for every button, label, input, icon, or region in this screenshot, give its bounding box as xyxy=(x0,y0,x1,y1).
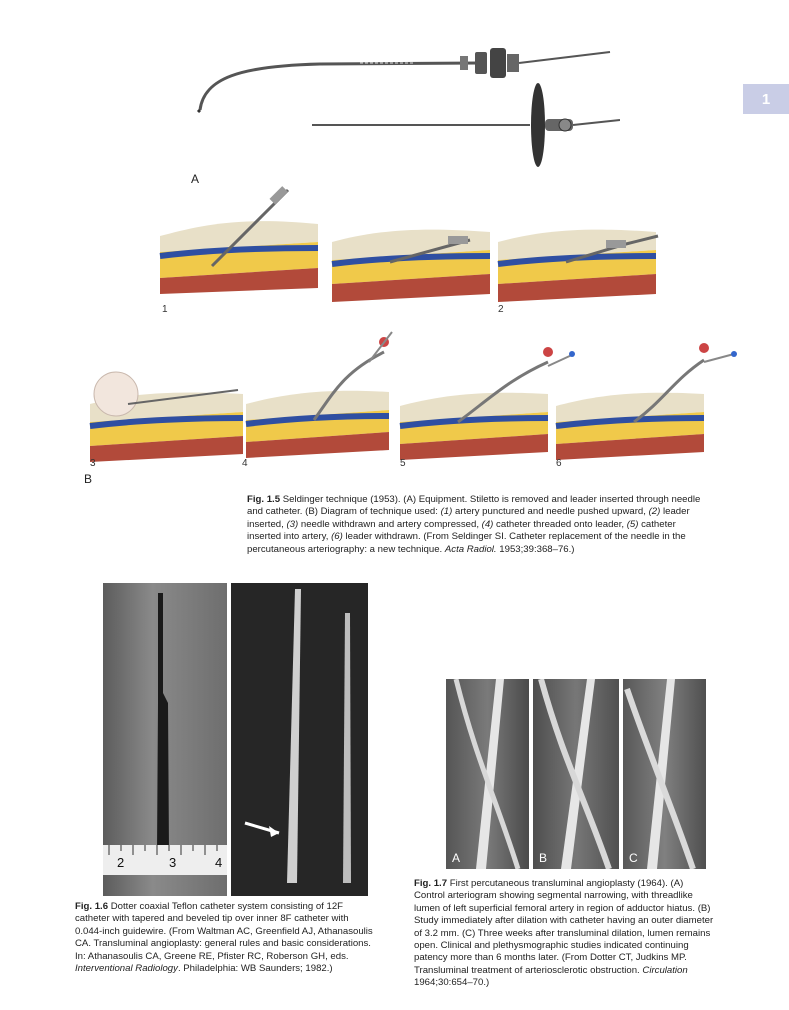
fig-1-5-panel-b-label: B xyxy=(84,472,93,486)
step-2-label: 2 xyxy=(498,304,504,315)
caption-step-3: (3) xyxy=(286,518,299,530)
fig-1-5-caption-label: Fig. 1.5 xyxy=(247,494,281,505)
step-6-label: 6 xyxy=(556,458,562,469)
fig-1-6-caption-text: Dotter coaxial Teflon catheter system consisting of 12F catheter with tapered and beveled tip over inner 8F catheter with 0.044-inch guidewire. (From Waltman AC, Greenfield AJ, Athanasoulis CA. Transluminal angioplasty: general rules and basic considerations. In: Athanasoulis CA, Greene RE, Pfister RC, Roberson GH, eds. xyxy=(75,901,373,962)
fig-1-6-photo-left xyxy=(103,583,227,896)
caption-journal: Acta Radiol. xyxy=(444,543,497,555)
fig-1-6-photo-right xyxy=(231,583,368,896)
step-1-label: 1 xyxy=(162,304,168,315)
caption-step-1: (1) xyxy=(440,506,453,518)
step-4-label: 4 xyxy=(242,458,248,469)
ruler-number-3: 3 xyxy=(169,855,177,870)
fig-1-6-caption-label: Fig. 1.6 xyxy=(75,901,109,912)
caption-text-5: catheter inserted into artery, xyxy=(247,518,676,543)
fig-1-6-caption-book: Interventional Radiology xyxy=(75,963,178,975)
caption-step-6: (6) xyxy=(331,531,343,543)
fig-1-7-panel-c xyxy=(623,679,706,869)
fig-1-6-caption xyxy=(75,901,375,975)
fig-1-5-equipment xyxy=(180,30,620,170)
seldinger-step-2b xyxy=(496,222,661,307)
caption-text-1: artery punctured and needle pushed upward, xyxy=(452,506,649,518)
fig-1-7-caption-text: First percutaneous transluminal angioplasty (1964). (A) Control arteriogram showing segmental narrowing, with threadlike lumen of left superficial femoral artery in region of adductor hiatus. (B) Study immediately after dilation with catheter having an outer diameter of 3.2 mm. (C) Three weeks after transluminal dilation, lumen remains open. Clinical and plethysmographic studies indicated continuing patency more than 6 months later. (From Dotter CT, Judkins MP. Transluminal treatment of arteriosclerotic obstruction. xyxy=(414,878,714,976)
seldinger-step-2a xyxy=(330,222,495,307)
caption-ref: 1953;39:368–76.) xyxy=(496,543,575,555)
caption-step-5: (5) xyxy=(626,518,639,530)
fig-1-7-caption-journal: Circulation xyxy=(642,964,688,976)
caption-text-4: catheter threaded onto leader, xyxy=(493,518,627,530)
fig-1-6-caption-ref: . Philadelphia: WB Saunders; 1982.) xyxy=(177,963,333,975)
fig-1-7-caption-ref: 1964;30:654–70.) xyxy=(414,977,490,989)
caption-text-2: leader inserted, xyxy=(247,506,690,530)
step-3-label: 3 xyxy=(90,458,96,469)
seldinger-step-1 xyxy=(158,186,323,296)
fig-1-7-panel-a xyxy=(446,679,529,869)
fig-1-5-caption xyxy=(247,494,709,556)
seldinger-step-4 xyxy=(244,322,394,462)
caption-step-4: (4) xyxy=(481,518,494,530)
fig-1-7-label-a: A xyxy=(452,851,461,865)
fig-1-7-label-b: B xyxy=(539,851,548,865)
fig-1-5-caption-text: Seldinger technique (1953). (A) Equipment. Stiletto is removed and leader inserted through needle and catheter. (B) Diagram of technique used: xyxy=(247,494,701,518)
step-5-label: 5 xyxy=(400,458,406,469)
seldinger-step-6 xyxy=(554,330,740,464)
ruler-number-4: 4 xyxy=(215,855,223,870)
caption-text-3: needle withdrawn and artery compressed, xyxy=(298,518,482,530)
caption-step-2: (2) xyxy=(648,506,661,518)
caption-text-6: leader withdrawn. (From Seldinger SI. Catheter replacement of the needle in the percutaneous arteriography: a new technique. xyxy=(247,531,686,555)
fig-1-7-caption xyxy=(414,878,716,990)
fig-1-7-label-c: C xyxy=(629,851,638,865)
fig-1-7-panel-b xyxy=(533,679,619,869)
fig-1-7-caption-label: Fig. 1.7 xyxy=(414,878,448,889)
seldinger-step-3 xyxy=(88,364,248,464)
chapter-tab: 1 xyxy=(743,84,789,114)
fig-1-5-panel-a-label: A xyxy=(191,172,200,186)
seldinger-step-5 xyxy=(398,340,578,464)
ruler-number-2: 2 xyxy=(117,855,125,870)
